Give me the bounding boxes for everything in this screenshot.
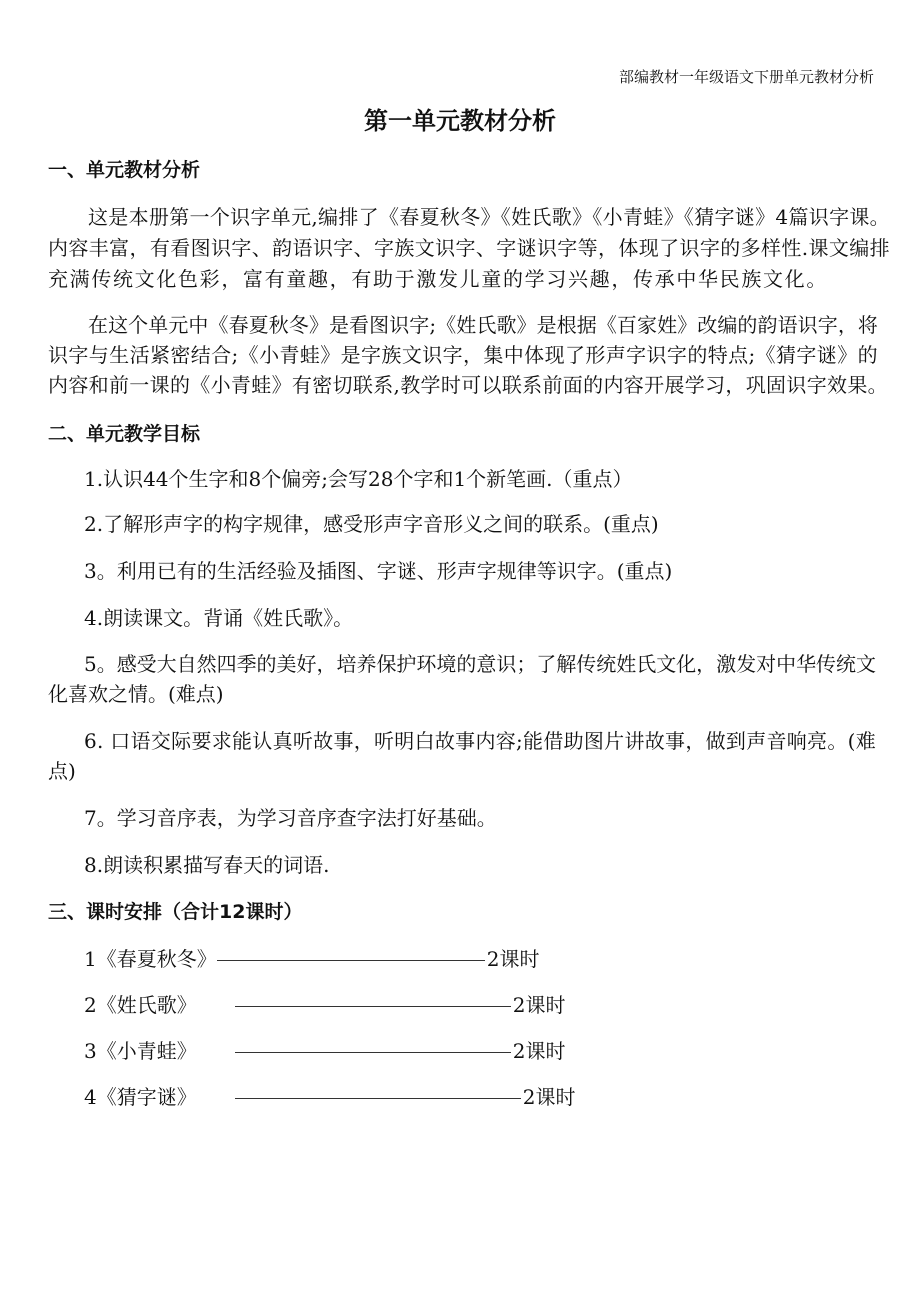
goal-item: 7。学习音序表，为学习音序查字法打好基础。 — [84, 806, 497, 830]
goal-item: 5。感受大自然四季的美好，培养保护环境的意识；了解传统姓氏文化，激发对中华传统文 — [84, 652, 876, 676]
goal-item: 1.认识44个生字和8个偏旁;会写28个字和1个新笔画.（重点） — [84, 467, 633, 491]
leader-line — [217, 960, 485, 961]
section-heading: 一、单元教材分析 — [48, 159, 201, 181]
paragraph-line: 充满传统文化色彩，富有童趣，有助于激发儿童的学习兴趣，传承中华民族文化。 — [48, 267, 828, 291]
goal-item: 3。利用已有的生活经验及插图、字谜、形声字规律等识字。(重点) — [84, 559, 673, 583]
running-header: 部编教材一年级语文下册单元教材分析 — [618, 68, 874, 86]
lesson-row — [84, 992, 565, 1018]
lesson-hours: 2课时 — [486, 947, 540, 971]
paragraph-line: 这是本册第一个识字单元,编排了《春夏秋冬》《姓氏歌》《小青蛙》《猜字谜》4篇识字课。 — [88, 205, 890, 229]
leader-line — [235, 1052, 511, 1053]
goal-item: 2.了解形声字的构字规律，感受形声字音形义之间的联系。(重点) — [84, 512, 659, 536]
paragraph-line: 内容和前一课的《小青蛙》有密切联系,教学时可以联系前面的内容开展学习，巩固识字效果。 — [48, 373, 888, 397]
lesson-name: 《猜字谜》 — [96, 1085, 197, 1109]
lesson-name: 《小青蛙》 — [96, 1039, 197, 1063]
leader-line — [235, 1098, 521, 1099]
lesson-number: 3 — [84, 1039, 97, 1063]
lesson-name: 《姓氏歌》 — [96, 993, 197, 1017]
lesson-hours: 2课时 — [512, 993, 566, 1017]
page-title: 第一单元教材分析 — [364, 107, 556, 135]
lesson-row — [84, 1084, 575, 1110]
lesson-name: 《春夏秋冬》 — [96, 947, 217, 971]
paragraph-line: 在这个单元中《春夏秋冬》是看图识字;《姓氏歌》是根据《百家姓》改编的韵语识字，将 — [88, 313, 878, 337]
lesson-number: 1 — [84, 947, 97, 971]
paragraph-line: 识字与生活紧密结合;《小青蛙》是字族文识字，集中体现了形声字识字的特点;《猜字谜》的 — [48, 343, 878, 367]
lesson-number: 4 — [84, 1085, 97, 1109]
goal-item-cont: 点) — [48, 759, 76, 783]
goal-item: 4.朗读课文。背诵《姓氏歌》。 — [84, 606, 354, 630]
lesson-number: 2 — [84, 993, 97, 1017]
section-heading: 三、课时安排（合计12课时） — [48, 901, 303, 923]
lesson-hours: 2课时 — [512, 1039, 566, 1063]
section-heading: 二、单元教学目标 — [48, 423, 201, 445]
lesson-row — [84, 1038, 565, 1064]
lesson-row — [84, 946, 539, 972]
paragraph-line: 内容丰富，有看图识字、韵语识字、字族文识字、字谜识字等，体现了识字的多样性.课文编排 — [48, 236, 890, 260]
goal-item-cont: 化喜欢之情。(难点) — [48, 682, 224, 706]
goal-item: 6. 口语交际要求能认真听故事，听明白故事内容;能借助图片讲故事，做到声音响亮。(难 — [84, 729, 876, 753]
leader-line — [235, 1006, 511, 1007]
goal-item: 8.朗读积累描写春天的词语. — [84, 853, 330, 877]
lesson-hours: 2课时 — [522, 1085, 576, 1109]
